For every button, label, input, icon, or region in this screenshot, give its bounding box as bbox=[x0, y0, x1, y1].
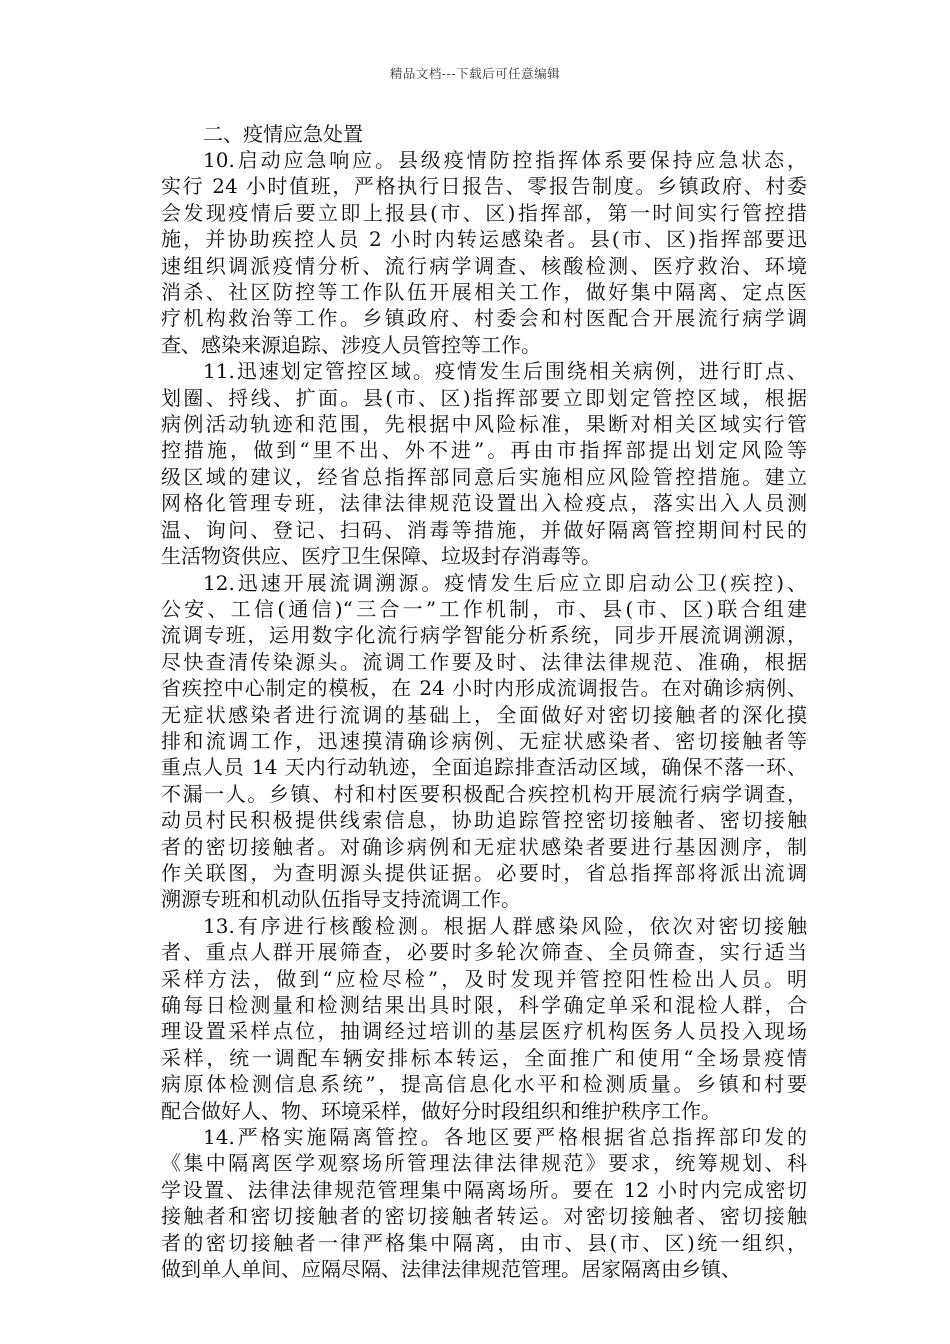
paragraph bbox=[161, 570, 807, 913]
text-line: 11.迅速划定管控区域。疫情发生后围绕相关病例，进行盯点、 bbox=[203, 359, 807, 384]
paragraph bbox=[161, 1124, 807, 1282]
text-line: 温、询问、登记、扫码、消毒等措施，并做好隔离管控期间村民的 bbox=[161, 517, 807, 542]
text-line: 生活物资供应、医疗卫生保障、垃圾封存消毒等。 bbox=[161, 544, 601, 569]
text-line: 会发现疫情后要立即上报县(市、区)指挥部，第一时间实行管控措 bbox=[161, 200, 807, 225]
text-line: 控措施，做到“里不出、外不进”。再由市指挥部提出划定风险等 bbox=[161, 438, 807, 463]
text-line: 动员村民积极提供线索信息，协助追踪管控密切接触者、密切接触 bbox=[161, 808, 807, 833]
text-line: 者的密切接触者一律严格集中隔离，由市、县(市、区)统一组织， bbox=[161, 1230, 807, 1255]
text-line: 13.有序进行核酸检测。根据人群感染风险，依次对密切接触 bbox=[203, 913, 807, 938]
section-title: 二、疫情应急处置 bbox=[203, 122, 363, 146]
paragraph bbox=[161, 913, 807, 1124]
text-line: 病例活动轨迹和范围，先根据中风险标准，果断对相关区域实行管 bbox=[161, 412, 807, 437]
text-line: 12.迅速开展流调溯源。疫情发生后应立即启动公卫(疾控)、 bbox=[203, 570, 807, 595]
text-line: 省疾控中心制定的模板，在 24 小时内形成流调报告。在对确诊病例、 bbox=[161, 676, 807, 701]
text-line: 者的密切接触者。对确诊病例和无症状感染者要进行基因测序，制 bbox=[161, 834, 807, 859]
text-line: 学设置、法律法律规范管理集中隔离场所。要在 12 小时内完成密切 bbox=[161, 1177, 807, 1202]
text-line: 14.严格实施隔离管控。各地区要严格根据省总指挥部印发的 bbox=[203, 1125, 807, 1150]
text-line: 不漏一人。乡镇、村和村医要积极配合疾控机构开展流行病学调查， bbox=[161, 781, 807, 806]
document-body bbox=[161, 121, 807, 1282]
text-line: 尽快查清传染源头。流调工作要及时、法律法律规范、准确，根据 bbox=[161, 649, 807, 674]
text-line: 溯源专班和机动队伍指导支持流调工作。 bbox=[161, 887, 521, 912]
text-line: 者、重点人群开展筛查，必要时多轮次筛查、全员筛查，实行适当 bbox=[161, 940, 807, 965]
text-line: 采样，统一调配车辆安排标本转运，全面推广和使用“全场景疫情 bbox=[161, 1045, 807, 1070]
text-line: 流调专班，运用数字化流行病学智能分析系统，同步开展流调溯源， bbox=[161, 623, 807, 648]
paragraph-list bbox=[161, 147, 807, 1282]
text-line: 划圈、捋线、扩面。县(市、区)指挥部要立即划定管控区域，根据 bbox=[161, 385, 807, 410]
paragraph bbox=[161, 358, 807, 569]
text-line: 排和流调工作，迅速摸清确诊病例、无症状感染者、密切接触者等 bbox=[161, 728, 807, 753]
text-line: 疗机构救治等工作。乡镇政府、村委会和村医配合开展流行病学调 bbox=[161, 306, 807, 331]
paragraph bbox=[161, 147, 807, 358]
text-line: 网格化管理专班，法律法律规范设置出入检疫点，落实出入人员测 bbox=[161, 491, 807, 516]
text-line: 《集中隔离医学观察场所管理法律法律规范》要求，统筹规划、科 bbox=[161, 1151, 807, 1176]
text-line: 接触者和密切接触者的密切接触者转运。对密切接触者、密切接触 bbox=[161, 1204, 807, 1229]
text-line: 理设置采样点位，抽调经过培训的基层医疗机构医务人员投入现场 bbox=[161, 1019, 807, 1044]
text-line: 配合做好人、物、环境采样，做好分时段组织和维护秩序工作。 bbox=[161, 1098, 721, 1123]
text-line: 做到单人单间、应隔尽隔、法律法律规范管理。居家隔离由乡镇、 bbox=[161, 1257, 741, 1282]
text-line: 病原体检测信息系统”，提高信息化水平和检测质量。乡镇和村要 bbox=[161, 1072, 807, 1097]
text-line: 实行 24 小时值班，严格执行日报告、零报告制度。乡镇政府、村委 bbox=[161, 174, 807, 199]
text-line: 作关联图，为查明源头提供证据。必要时，省总指挥部将派出流调 bbox=[161, 860, 807, 885]
text-line: 消杀、社区防控等工作队伍开展相关工作，做好集中隔离、定点医 bbox=[161, 280, 807, 305]
text-line: 速组织调派疫情分析、流行病学调查、核酸检测、医疗救治、环境 bbox=[161, 253, 807, 278]
text-line: 级区域的建议，经省总指挥部同意后实施相应风险管控措施。建立 bbox=[161, 464, 807, 489]
text-line: 10.启动应急响应。县级疫情防控指挥体系要保持应急状态， bbox=[203, 148, 807, 172]
text-line: 确每日检测量和检测结果出具时限，科学确定单采和混检人群，合 bbox=[161, 993, 807, 1017]
text-line: 无症状感染者进行流调的基础上，全面做好对密切接触者的深化摸 bbox=[161, 702, 807, 727]
text-line: 重点人员 14 天内行动轨迹，全面追踪排查活动区域，确保不落一环、 bbox=[161, 755, 807, 780]
text-line: 查、感染来源追踪、涉疫人员管控等工作。 bbox=[161, 332, 541, 357]
page-header: 精品文档---下载后可任意编辑 bbox=[389, 66, 561, 81]
text-line: 施，并协助疾控人员 2 小时内转运感染者。县(市、区)指挥部要迅 bbox=[161, 227, 807, 252]
text-line: 采样方法，做到“应检尽检”，及时发现并管控阳性检出人员。明 bbox=[161, 966, 807, 991]
text-line: 公安、工信(通信)“三合一”工作机制，市、县(市、区)联合组建 bbox=[161, 596, 807, 621]
